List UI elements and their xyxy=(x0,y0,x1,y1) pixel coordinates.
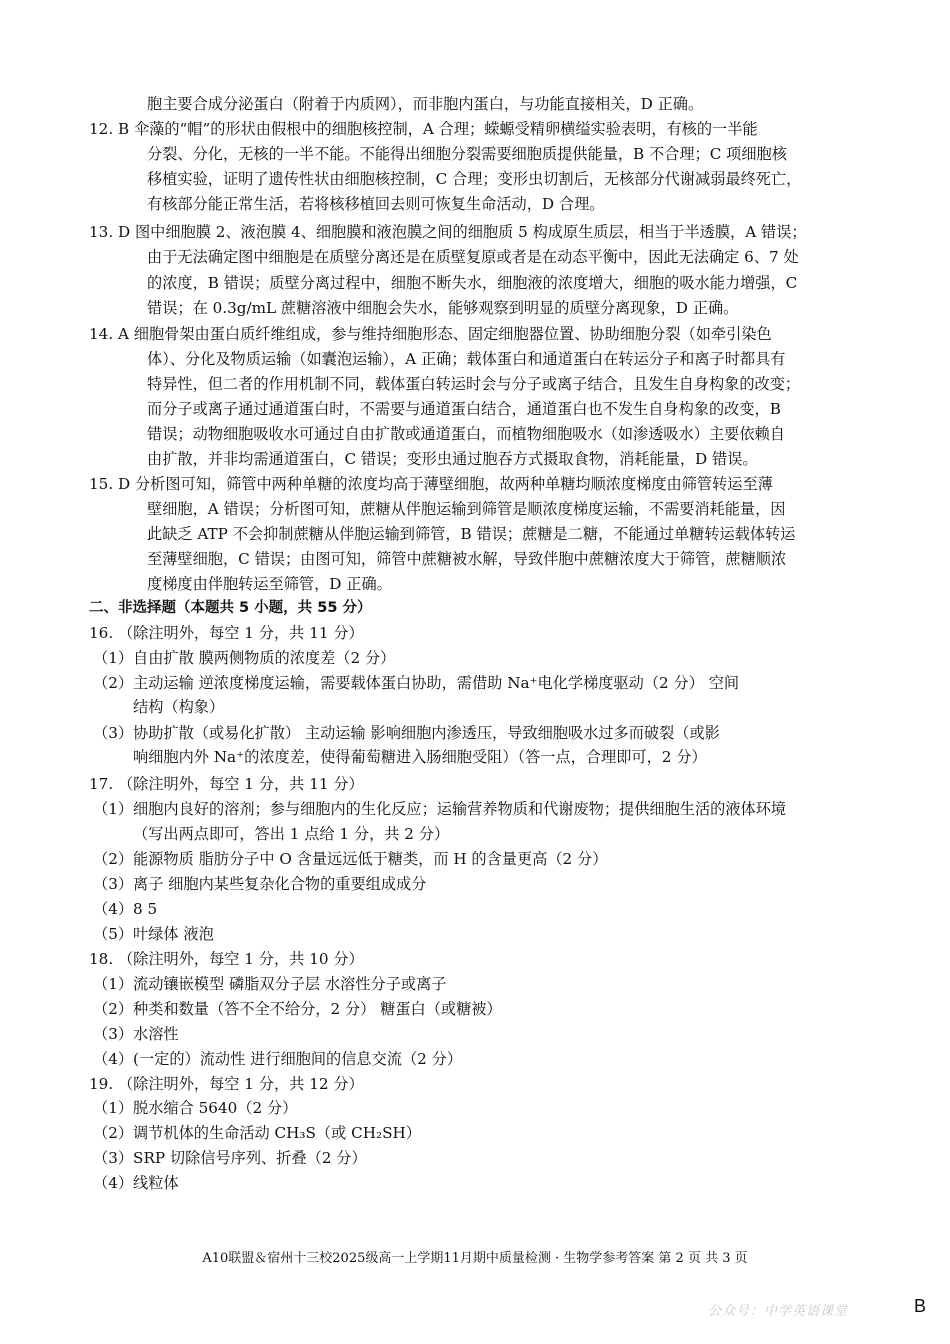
answer-line: （1）细胞内良好的溶剂；参与细胞内的生化反应；运输营养物质和代谢废物；提供细胞生活的液体环境 xyxy=(93,800,787,818)
answer-line: （3）SRP 切除信号序列、折叠（2 分） xyxy=(93,1149,367,1167)
answer-line: （2）调节机体的生命活动 CH₃S（或 CH₂SH） xyxy=(93,1124,421,1142)
answer-line: 移植实验，证明了遗传性状由细胞核控制，C 合理；变形虫切割后，无核部分代谢减弱最终死亡， xyxy=(147,170,802,188)
answer-line: 特异性，但二者的作用机制不同，载体蛋白转运时会与分子或离子结合，且发生自身构象的改变； xyxy=(147,375,801,393)
answer-line: 由扩散，并非均需通道蛋白，C 错误；变形虫通过胞吞方式摄取食物，消耗能量，D 错误。 xyxy=(147,450,758,468)
answer-line: 12. B 伞藻的“帽”的形状由假根中的细胞核控制，A 合理；蝾螈受精卵横缢实验表明，有核的一半能 xyxy=(89,120,758,138)
answer-line: 结构（构象） xyxy=(133,698,225,716)
answer-line: 16. （除注明外，每空 1 分，共 11 分） xyxy=(89,624,364,642)
answer-line: 13. D 图中细胞膜 2、液泡膜 4、细胞膜和液泡膜之间的细胞质 5 构成原生质层，相当于半透膜，A 错误； xyxy=(89,223,807,241)
answer-line: 壁细胞，A 错误；分析图可知，蔗糖从伴胞运输到筛管是顺浓度梯度运输，不需要消耗能量，因 xyxy=(147,500,786,518)
answer-line: 的浓度，B 错误；质壁分离过程中，细胞不断失水，细胞液的浓度增大，细胞的吸水能力增强，C xyxy=(147,274,798,292)
answer-line: （2）主动运输 逆浓度梯度运输，需要载体蛋白协助，需借助 Na⁺电化学梯度驱动（2 分） 空间 xyxy=(93,674,740,692)
answer-line: （4）8 5 xyxy=(93,900,158,918)
answer-line: （2）能源物质 脂肪分子中 O 含量远远低于糖类，而 H 的含量更高（2 分） xyxy=(93,850,608,868)
answer-line: 有核部分能正常生活，若将核移植回去则可恢复生命活动，D 合理。 xyxy=(147,195,605,213)
answer-line: （写出两点即可，答出 1 点给 1 分，共 2 分） xyxy=(133,825,450,843)
answer-line: 此缺乏 ATP 不会抑制蔗糖从伴胞运输到筛管，B 错误；蔗糖是二糖，不能通过单糖转运载体转运 xyxy=(147,525,796,543)
answer-line: 体）、分化及物质运输（如囊泡运输），A 正确；载体蛋白和通道蛋白在转运分子和离子时都具有 xyxy=(147,350,786,368)
answer-line: （1）流动镶嵌模型 磷脂双分子层 水溶性分子或离子 xyxy=(93,975,447,993)
page-letter: B xyxy=(914,1296,927,1316)
answer-line: 错误；动物细胞吸收水可通过自由扩散或通道蛋白，而植物细胞吸水（如渗透吸水）主要依赖自 xyxy=(147,425,785,443)
answer-line: （1）自由扩散 膜两侧物质的浓度差（2 分） xyxy=(93,649,396,667)
answer-line: 错误；在 0.3g/mL 蔗糖溶液中细胞会失水，能够观察到明显的质壁分离现象，D 正确。 xyxy=(147,299,739,317)
answer-line: （3）水溶性 xyxy=(93,1025,179,1043)
watermark: 公众号：中学英语课堂 xyxy=(708,1304,849,1319)
answer-line: （5）叶绿体 液泡 xyxy=(93,925,214,943)
answer-line: 而分子或离子通过通道蛋白时，不需要与通道蛋白结合，通道蛋白也不发生自身构象的改变，B xyxy=(147,400,781,418)
answer-line: 至薄壁细胞，C 错误；由图可知，筛管中蔗糖被水解，导致伴胞中蔗糖浓度大于筛管，蔗糖顺浓 xyxy=(147,550,787,568)
answer-line: 15. D 分析图可知，筛管中两种单糖的浓度均高于薄壁细胞，故两种单糖均顺浓度梯度由筛管转运至薄 xyxy=(89,475,773,493)
answer-line: （2）种类和数量（答不全不给分，2 分） 糖蛋白（或糖被） xyxy=(93,1000,502,1018)
answer-line: 19. （除注明外，每空 1 分，共 12 分） xyxy=(89,1075,364,1093)
answer-line: 18. （除注明外，每空 1 分，共 10 分） xyxy=(89,950,364,968)
answer-line: 度梯度由伴胞转运至筛管，D 正确。 xyxy=(147,575,392,593)
answer-line: 分裂、分化，无核的一半不能。不能得出细胞分裂需要细胞质提供能量，B 不合理；C 项细胞核 xyxy=(147,145,787,163)
page-footer: A10联盟＆宿州十三校2025级高一上学期11月期中质量检测 · 生物学参考答案 第 2 页 共 3 页 xyxy=(202,1251,748,1266)
answer-line: （3）协助扩散（或易化扩散） 主动运输 影响细胞内渗透压，导致细胞吸水过多而破裂（或影 xyxy=(93,724,720,742)
answer-line: 胞主要合成分泌蛋白（附着于内质网），而非胞内蛋白，与功能直接相关，D 正确。 xyxy=(147,95,704,113)
answer-line: 17. （除注明外，每空 1 分，共 11 分） xyxy=(89,775,364,793)
answer-line: （3）离子 细胞内某些复杂化合物的重要组成成分 xyxy=(93,875,427,893)
answer-line: 14. A 细胞骨架由蛋白质纤维组成，参与维持细胞形态、固定细胞器位置、协助细胞分裂（如牵引染色 xyxy=(89,325,772,343)
answer-line: 由于无法确定图中细胞是在质壁分离还是在质壁复原或者是在动态平衡中，因此无法确定 6、7 处 xyxy=(147,248,799,266)
section-heading: 二、非选择题（本题共 5 小题，共 55 分） xyxy=(89,600,372,616)
answer-line: （1）脱水缩合 5640（2 分） xyxy=(93,1099,298,1117)
answer-line: （4）线粒体 xyxy=(93,1174,179,1192)
answer-line: 响细胞内外 Na⁺的浓度差，使得葡萄糖进入肠细胞受阻）（答一点，合理即可，2 分） xyxy=(133,748,707,766)
answer-line: （4）(一定的）流动性 进行细胞间的信息交流（2 分） xyxy=(93,1050,463,1068)
